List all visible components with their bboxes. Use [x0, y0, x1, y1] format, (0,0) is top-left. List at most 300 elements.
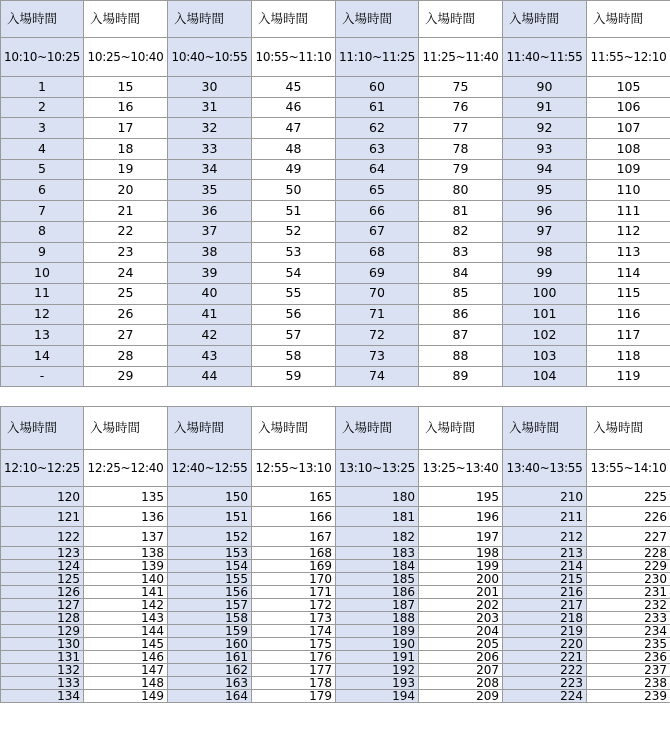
- column-header: 入場時間: [84, 407, 168, 450]
- time-slot-cell: 12:40~12:55: [168, 450, 252, 487]
- column-header: 入場時間: [419, 1, 503, 38]
- number-cell: 72: [336, 325, 419, 346]
- column-header: 入場時間: [84, 1, 168, 38]
- column-header: 入場時間: [503, 1, 587, 38]
- number-cell: 199: [419, 560, 503, 573]
- number-cell: 32: [168, 118, 252, 139]
- table-row: [1, 690, 670, 703]
- number-cell: 138: [84, 547, 168, 560]
- number-cell: 114: [587, 263, 670, 284]
- number-cell: 50: [252, 180, 336, 201]
- number-cell: 120: [1, 487, 84, 507]
- number-cell: 152: [168, 527, 252, 547]
- number-cell: 35: [168, 180, 252, 201]
- number-cell: 141: [84, 586, 168, 599]
- number-cell: 74: [336, 366, 419, 387]
- column-header: 入場時間: [252, 407, 336, 450]
- number-cell: 220: [503, 638, 587, 651]
- number-cell: 161: [168, 651, 252, 664]
- number-cell: 66: [336, 201, 419, 222]
- time-slot-cell: 11:40~11:55: [503, 38, 587, 77]
- number-cell: 157: [168, 599, 252, 612]
- table-row: [1, 304, 670, 325]
- number-cell: 71: [336, 304, 419, 325]
- number-cell: 97: [503, 221, 587, 242]
- number-cell: 129: [1, 625, 84, 638]
- number-cell: 54: [252, 263, 336, 284]
- number-cell: 100: [503, 283, 587, 304]
- number-cell: 130: [1, 638, 84, 651]
- number-cell: 143: [84, 612, 168, 625]
- number-cell: 73: [336, 345, 419, 366]
- table2-body: [1, 407, 670, 703]
- number-cell: 155: [168, 573, 252, 586]
- number-cell: 112: [587, 221, 670, 242]
- number-cell: 5: [1, 159, 84, 180]
- number-cell: 162: [168, 664, 252, 677]
- table-row: [1, 345, 670, 366]
- number-cell: 133: [1, 677, 84, 690]
- column-header: 入場時間: [252, 1, 336, 38]
- number-cell: 156: [168, 586, 252, 599]
- table-row: [1, 547, 670, 560]
- number-cell: 83: [419, 242, 503, 263]
- number-cell: 62: [336, 118, 419, 139]
- number-cell: 195: [419, 487, 503, 507]
- number-cell: 144: [84, 625, 168, 638]
- table-row: [1, 201, 670, 222]
- time-slot-cell: 11:10~11:25: [336, 38, 419, 77]
- number-cell: 221: [503, 651, 587, 664]
- number-cell: 42: [168, 325, 252, 346]
- number-cell: 193: [336, 677, 419, 690]
- number-cell: 206: [419, 651, 503, 664]
- number-cell: 55: [252, 283, 336, 304]
- number-cell: 180: [336, 487, 419, 507]
- number-cell: 146: [84, 651, 168, 664]
- column-header: 入場時間: [336, 1, 419, 38]
- number-cell: 109: [587, 159, 670, 180]
- table-row: [1, 651, 670, 664]
- table-row: [1, 263, 670, 284]
- time-slot-cell: 10:10~10:25: [1, 38, 84, 77]
- number-cell: 147: [84, 664, 168, 677]
- number-cell: 187: [336, 599, 419, 612]
- table-row: [1, 283, 670, 304]
- time-slot-cell: 12:10~12:25: [1, 450, 84, 487]
- number-cell: 175: [252, 638, 336, 651]
- time-slot-cell: 11:25~11:40: [419, 38, 503, 77]
- number-cell: 91: [503, 97, 587, 118]
- number-cell: 87: [419, 325, 503, 346]
- number-cell: 228: [587, 547, 670, 560]
- number-cell: 177: [252, 664, 336, 677]
- number-cell: 37: [168, 221, 252, 242]
- number-cell: 148: [84, 677, 168, 690]
- number-cell: 205: [419, 638, 503, 651]
- number-cell: 16: [84, 97, 168, 118]
- column-header: 入場時間: [1, 1, 84, 38]
- number-cell: 86: [419, 304, 503, 325]
- number-cell: 184: [336, 560, 419, 573]
- number-cell: 75: [419, 77, 503, 98]
- number-cell: 163: [168, 677, 252, 690]
- table-row: [1, 560, 670, 573]
- number-cell: 166: [252, 507, 336, 527]
- number-cell: 212: [503, 527, 587, 547]
- number-cell: 231: [587, 586, 670, 599]
- number-cell: 169: [252, 560, 336, 573]
- number-cell: 40: [168, 283, 252, 304]
- number-cell: 189: [336, 625, 419, 638]
- number-cell: 36: [168, 201, 252, 222]
- table-row: [1, 366, 670, 387]
- number-cell: 93: [503, 139, 587, 160]
- number-cell: 105: [587, 77, 670, 98]
- time-slot-cell: 13:25~13:40: [419, 450, 503, 487]
- number-cell: 123: [1, 547, 84, 560]
- number-cell: 159: [168, 625, 252, 638]
- time-slot-row: [1, 38, 670, 77]
- number-cell: 12: [1, 304, 84, 325]
- table-row: [1, 159, 670, 180]
- number-cell: 92: [503, 118, 587, 139]
- number-cell: 145: [84, 638, 168, 651]
- number-cell: 34: [168, 159, 252, 180]
- number-cell: 210: [503, 487, 587, 507]
- table-row: [1, 677, 670, 690]
- table-row: [1, 118, 670, 139]
- number-cell: 235: [587, 638, 670, 651]
- number-cell: 219: [503, 625, 587, 638]
- number-cell: 49: [252, 159, 336, 180]
- number-cell: 203: [419, 612, 503, 625]
- number-cell: 238: [587, 677, 670, 690]
- number-cell: 131: [1, 651, 84, 664]
- number-cell: 113: [587, 242, 670, 263]
- number-cell: 229: [587, 560, 670, 573]
- table-row: [1, 487, 670, 507]
- table-row: [1, 586, 670, 599]
- number-cell: 64: [336, 159, 419, 180]
- table-row: [1, 507, 670, 527]
- number-cell: 7: [1, 201, 84, 222]
- number-cell: 70: [336, 283, 419, 304]
- table-row: [1, 325, 670, 346]
- number-cell: 108: [587, 139, 670, 160]
- number-cell: 140: [84, 573, 168, 586]
- number-cell: 38: [168, 242, 252, 263]
- number-cell: 192: [336, 664, 419, 677]
- number-cell: 23: [84, 242, 168, 263]
- number-cell: 209: [419, 690, 503, 703]
- number-cell: 154: [168, 560, 252, 573]
- number-cell: 208: [419, 677, 503, 690]
- number-cell: 188: [336, 612, 419, 625]
- number-cell: 67: [336, 221, 419, 242]
- number-cell: 176: [252, 651, 336, 664]
- number-cell: 27: [84, 325, 168, 346]
- time-slot-cell: 12:55~13:10: [252, 450, 336, 487]
- number-cell: 135: [84, 487, 168, 507]
- number-cell: 127: [1, 599, 84, 612]
- number-cell: 95: [503, 180, 587, 201]
- number-cell: 215: [503, 573, 587, 586]
- number-cell: 191: [336, 651, 419, 664]
- number-cell: 76: [419, 97, 503, 118]
- number-cell: 45: [252, 77, 336, 98]
- number-cell: 90: [503, 77, 587, 98]
- number-cell: 68: [336, 242, 419, 263]
- number-cell: 194: [336, 690, 419, 703]
- number-cell: 233: [587, 612, 670, 625]
- number-cell: 107: [587, 118, 670, 139]
- number-cell: 170: [252, 573, 336, 586]
- table1-body: [1, 1, 670, 387]
- number-cell: 41: [168, 304, 252, 325]
- number-cell: 4: [1, 139, 84, 160]
- number-cell: 1: [1, 77, 84, 98]
- number-cell: 26: [84, 304, 168, 325]
- number-cell: 119: [587, 366, 670, 387]
- number-cell: 30: [168, 77, 252, 98]
- number-cell: 171: [252, 586, 336, 599]
- table-row: [1, 527, 670, 547]
- number-cell: 207: [419, 664, 503, 677]
- number-cell: 225: [587, 487, 670, 507]
- number-cell: 77: [419, 118, 503, 139]
- table-row: [1, 77, 670, 98]
- number-cell: 232: [587, 599, 670, 612]
- number-cell: 165: [252, 487, 336, 507]
- time-slot-cell: 12:25~12:40: [84, 450, 168, 487]
- number-cell: 14: [1, 345, 84, 366]
- time-slot-cell: 10:40~10:55: [168, 38, 252, 77]
- number-cell: 78: [419, 139, 503, 160]
- number-cell: 61: [336, 97, 419, 118]
- time-slot-cell: 13:40~13:55: [503, 450, 587, 487]
- number-cell: 125: [1, 573, 84, 586]
- number-cell: 101: [503, 304, 587, 325]
- number-cell: 48: [252, 139, 336, 160]
- table-row: [1, 625, 670, 638]
- number-cell: 222: [503, 664, 587, 677]
- number-cell: 183: [336, 547, 419, 560]
- number-cell: 234: [587, 625, 670, 638]
- number-cell: 24: [84, 263, 168, 284]
- table-row: [1, 242, 670, 263]
- number-cell: 137: [84, 527, 168, 547]
- number-cell: 126: [1, 586, 84, 599]
- number-cell: 9: [1, 242, 84, 263]
- number-cell: 151: [168, 507, 252, 527]
- number-cell: 3: [1, 118, 84, 139]
- number-cell: 56: [252, 304, 336, 325]
- table-row: [1, 599, 670, 612]
- number-cell: 167: [252, 527, 336, 547]
- number-cell: 8: [1, 221, 84, 242]
- number-cell: 11: [1, 283, 84, 304]
- number-cell: 115: [587, 283, 670, 304]
- number-cell: 22: [84, 221, 168, 242]
- number-cell: 29: [84, 366, 168, 387]
- number-cell: 102: [503, 325, 587, 346]
- number-cell: 47: [252, 118, 336, 139]
- number-cell: 10: [1, 263, 84, 284]
- number-cell: 20: [84, 180, 168, 201]
- number-cell: 218: [503, 612, 587, 625]
- table-row: [1, 139, 670, 160]
- number-cell: 124: [1, 560, 84, 573]
- number-cell: 181: [336, 507, 419, 527]
- table-row: [1, 664, 670, 677]
- number-cell: 104: [503, 366, 587, 387]
- number-cell: 15: [84, 77, 168, 98]
- number-cell: 200: [419, 573, 503, 586]
- number-cell: 39: [168, 263, 252, 284]
- number-cell: 80: [419, 180, 503, 201]
- number-cell: 116: [587, 304, 670, 325]
- column-header: 入場時間: [503, 407, 587, 450]
- number-cell: 88: [419, 345, 503, 366]
- table-row: [1, 573, 670, 586]
- number-cell: 81: [419, 201, 503, 222]
- number-cell: 150: [168, 487, 252, 507]
- number-cell: 164: [168, 690, 252, 703]
- number-cell: 224: [503, 690, 587, 703]
- number-cell: 132: [1, 664, 84, 677]
- number-cell: 106: [587, 97, 670, 118]
- number-cell: 122: [1, 527, 84, 547]
- number-cell: 82: [419, 221, 503, 242]
- number-cell: 198: [419, 547, 503, 560]
- number-cell: 13: [1, 325, 84, 346]
- number-cell: 98: [503, 242, 587, 263]
- number-cell: 53: [252, 242, 336, 263]
- number-cell: 110: [587, 180, 670, 201]
- table-row: [1, 638, 670, 651]
- number-cell: 19: [84, 159, 168, 180]
- number-cell: 60: [336, 77, 419, 98]
- column-header: 入場時間: [419, 407, 503, 450]
- number-cell: 204: [419, 625, 503, 638]
- column-header: 入場時間: [1, 407, 84, 450]
- column-header: 入場時間: [587, 1, 670, 38]
- number-cell: 6: [1, 180, 84, 201]
- number-cell: 223: [503, 677, 587, 690]
- number-cell: 51: [252, 201, 336, 222]
- number-cell: 96: [503, 201, 587, 222]
- number-cell: 160: [168, 638, 252, 651]
- number-cell: 174: [252, 625, 336, 638]
- number-cell: 178: [252, 677, 336, 690]
- number-cell: 85: [419, 283, 503, 304]
- number-cell: 33: [168, 139, 252, 160]
- number-cell: 153: [168, 547, 252, 560]
- number-cell: 52: [252, 221, 336, 242]
- number-cell: 237: [587, 664, 670, 677]
- number-cell: 43: [168, 345, 252, 366]
- column-header: 入場時間: [587, 407, 670, 450]
- number-cell: 173: [252, 612, 336, 625]
- number-cell: 103: [503, 345, 587, 366]
- number-cell: 158: [168, 612, 252, 625]
- table-row: [1, 221, 670, 242]
- number-cell: 46: [252, 97, 336, 118]
- number-cell: 226: [587, 507, 670, 527]
- number-cell: 25: [84, 283, 168, 304]
- number-cell: 214: [503, 560, 587, 573]
- number-cell: 118: [587, 345, 670, 366]
- number-cell: 59: [252, 366, 336, 387]
- number-cell: 197: [419, 527, 503, 547]
- number-cell: 94: [503, 159, 587, 180]
- number-cell: 186: [336, 586, 419, 599]
- number-cell: 236: [587, 651, 670, 664]
- time-slot-cell: 13:10~13:25: [336, 450, 419, 487]
- number-cell: 216: [503, 586, 587, 599]
- number-cell: 142: [84, 599, 168, 612]
- number-cell: 185: [336, 573, 419, 586]
- number-cell: 136: [84, 507, 168, 527]
- time-slot-cell: 11:55~12:10: [587, 38, 670, 77]
- number-cell: 217: [503, 599, 587, 612]
- number-cell: -: [1, 366, 84, 387]
- column-header: 入場時間: [336, 407, 419, 450]
- number-cell: 31: [168, 97, 252, 118]
- number-cell: 149: [84, 690, 168, 703]
- number-cell: 28: [84, 345, 168, 366]
- number-cell: 69: [336, 263, 419, 284]
- entry-time-table-afternoon: [0, 406, 670, 703]
- number-cell: 58: [252, 345, 336, 366]
- number-cell: 63: [336, 139, 419, 160]
- number-cell: 168: [252, 547, 336, 560]
- number-cell: 202: [419, 599, 503, 612]
- column-header: 入場時間: [168, 407, 252, 450]
- column-header: 入場時間: [168, 1, 252, 38]
- number-cell: 134: [1, 690, 84, 703]
- table-row: [1, 97, 670, 118]
- number-cell: 18: [84, 139, 168, 160]
- number-cell: 117: [587, 325, 670, 346]
- number-cell: 99: [503, 263, 587, 284]
- number-cell: 17: [84, 118, 168, 139]
- number-cell: 128: [1, 612, 84, 625]
- number-cell: 21: [84, 201, 168, 222]
- table-row: [1, 180, 670, 201]
- number-cell: 84: [419, 263, 503, 284]
- number-cell: 44: [168, 366, 252, 387]
- number-cell: 190: [336, 638, 419, 651]
- header-row: [1, 1, 670, 38]
- number-cell: 111: [587, 201, 670, 222]
- number-cell: 57: [252, 325, 336, 346]
- number-cell: 227: [587, 527, 670, 547]
- number-cell: 121: [1, 507, 84, 527]
- time-slot-cell: 10:25~10:40: [84, 38, 168, 77]
- table-row: [1, 612, 670, 625]
- number-cell: 65: [336, 180, 419, 201]
- number-cell: 182: [336, 527, 419, 547]
- time-slot-cell: 13:55~14:10: [587, 450, 670, 487]
- number-cell: 196: [419, 507, 503, 527]
- number-cell: 239: [587, 690, 670, 703]
- number-cell: 139: [84, 560, 168, 573]
- number-cell: 213: [503, 547, 587, 560]
- number-cell: 172: [252, 599, 336, 612]
- number-cell: 230: [587, 573, 670, 586]
